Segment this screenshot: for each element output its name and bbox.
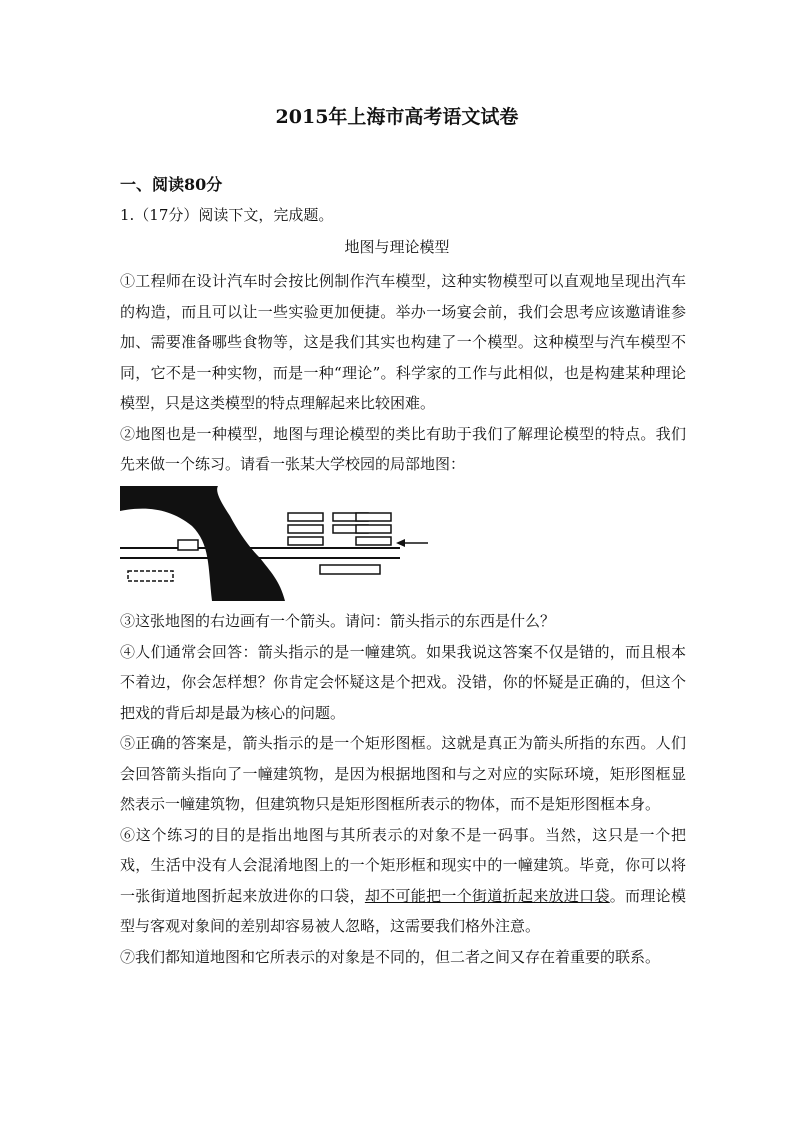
paragraph-1: ①工程师在设计汽车时会按比例制作汽车模型，这种实物模型可以直观地呈现出汽车的构造，而且可以让一些实验更加便捷。举办一场宴会前，我们会思考应该邀请谁参加、需要准备哪些食物等，这是我们其实也构建了一个模型。这种模型与汽车模型不同，它不是一种实物，而是一种“理论”。科学家的工作与此相似，也是构建某种理论模型，只是这类模型的特点理解起来比较困难。 [120, 272, 686, 412]
building [356, 513, 391, 521]
paragraph-6-part-b: 。而理论模型与客观对象间的差别却容易被人忽略，这需要我们格外注意。 [120, 886, 686, 935]
article-title: 地图与理论模型 [344, 238, 450, 256]
article-body-top [120, 266, 686, 480]
underlined-sentence: 却不可能把一个街道折起来放进口袋 [364, 886, 610, 905]
paragraph-6 [120, 820, 686, 942]
paragraph-4: ④人们通常会回答：箭头指示的是一幢建筑。如果我说这答案不仅是错的，而且根本不着边，你会怎样想？你肯定会怀疑这是个把戏。没错，你的怀疑是正确的，但这个把戏的背后却是最为核心的问题。 [120, 642, 686, 722]
article-body-bottom [120, 606, 686, 972]
paragraph-6-part-a: ⑥这个练习的目的是指出地图与其所表示的对象不是一码事。当然，这只是一个把戏，生活中没有人会混淆地图上的一个矩形框和现实中的一幢建筑。毕竟，你可以将一张街道地图折起来放进你的口袋， [120, 825, 686, 905]
building [356, 525, 391, 533]
paragraph-2: ②地图也是一种模型，地图与理论模型的类比有助于我们了解理论模型的特点。我们先来做一个练习。请看一张某大学校园的局部地图： [120, 424, 686, 473]
building [178, 540, 198, 550]
arrow-icon [396, 539, 405, 547]
building [320, 565, 380, 574]
building [128, 571, 173, 581]
paragraph-5: ⑤正确的答案是，箭头指示的是一个矩形图框。这就是真正为箭头所指的东西。人们会回答箭头指向了一幢建筑物，是因为根据地图和与之对应的实际环境，矩形图框显然表示一幢建筑物，但建筑物只是矩形图框所表示的物体，而不是矩形图框本身。 [120, 734, 686, 813]
campus-map-figure [120, 486, 440, 601]
building [288, 525, 323, 533]
section-heading: 一、阅读80分 [120, 175, 223, 194]
page-title: 2015年上海市高考语文试卷 [275, 106, 519, 128]
building [356, 537, 391, 545]
paragraph-7: ⑦我们都知道地图和它所表示的对象是不同的，但二者之间又存在着重要的联系。 [120, 947, 661, 966]
question-prompt: 1.（17分）阅读下文，完成题。 [120, 206, 334, 224]
paragraph-3: ③这张地图的右边画有一个箭头。请问：箭头指示的东西是什么？ [120, 612, 556, 630]
river-shape [120, 486, 285, 601]
building [288, 513, 323, 521]
building [288, 537, 323, 545]
